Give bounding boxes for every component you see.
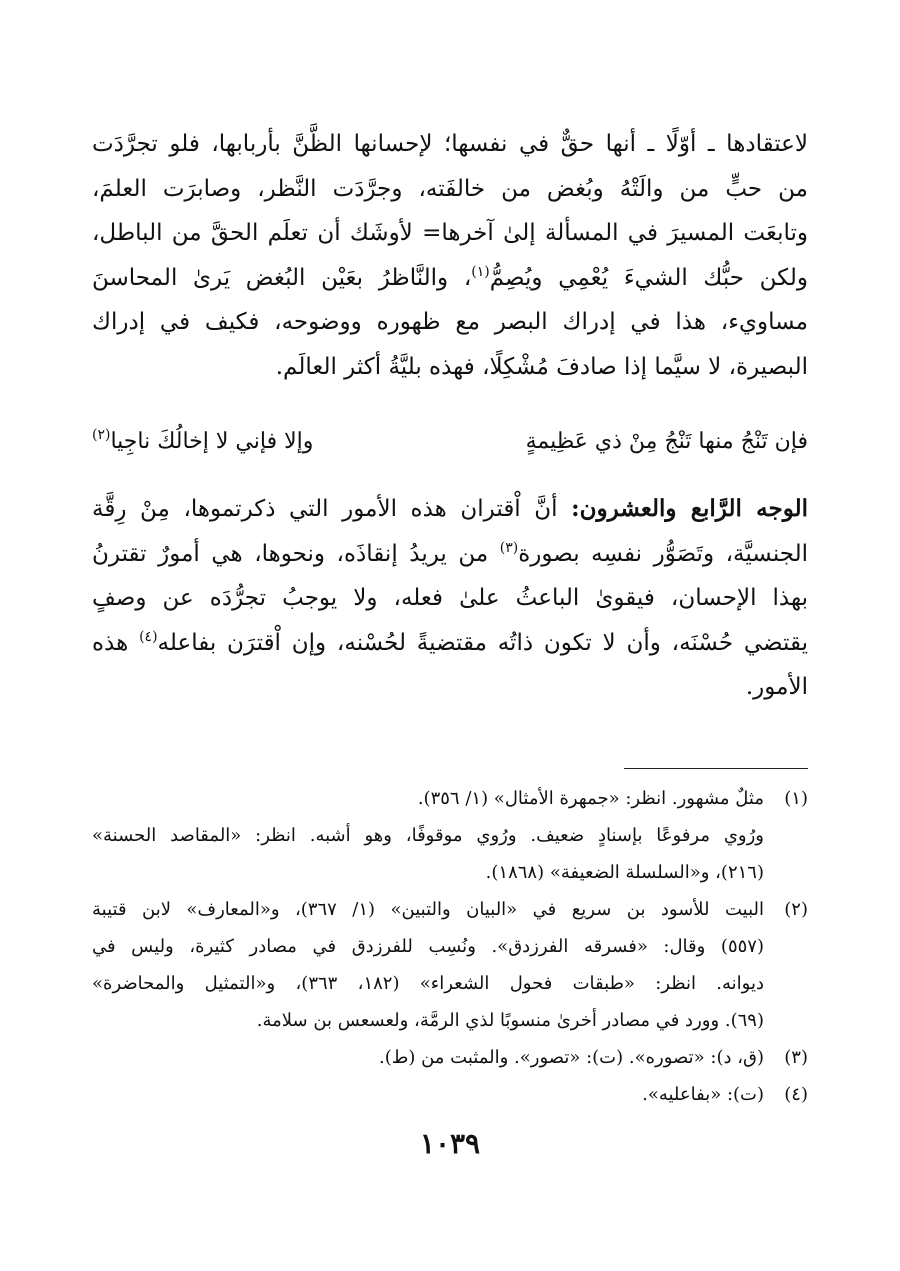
main-line: وتابعَت المسيرَ في المسألة إلىٰ آخرها= لأوشَك أن تعلَم الحقَّ من الباطل، bbox=[92, 220, 808, 246]
main-line: البصيرة، لا سيَّما إذا صادفَ مُشْكِلًا، فهذه بليَّةُ أكثر العالَم. bbox=[275, 353, 808, 380]
footnote-separator bbox=[624, 768, 808, 769]
section-line bbox=[92, 621, 808, 666]
section-line: بهذا الإحسان، فيقوىٰ الباعثُ علىٰ فعله، ولا يوجبُ تجرُّدَه عن وصفٍ bbox=[92, 585, 808, 611]
footnote-line: (ت): «بفاعليه». bbox=[642, 1084, 764, 1105]
main-line: من حبٍّ من والَتْهُ وبُغض من خالفَته، وجرَّدَت النَّظر، وصابرَت العلمَ، bbox=[92, 175, 808, 202]
footnote-3 bbox=[92, 1039, 808, 1076]
footnote-ref-2: (٢) bbox=[92, 427, 111, 443]
section-heading: الوجه الرَّابع والعشرون: bbox=[571, 495, 808, 522]
footnote-line: مثلٌ مشهور. انظر: «جمهرة الأمثال» (١/ ٣٥٦). bbox=[417, 788, 764, 809]
footnote-body bbox=[92, 780, 764, 891]
footnote-body bbox=[92, 891, 764, 1039]
footnote-4 bbox=[92, 1076, 808, 1113]
footnote-body bbox=[92, 1039, 764, 1076]
footnote-line: (ق، د): «تصوره». (ت): «تصور». والمثبت من (ط). bbox=[378, 1047, 764, 1068]
section-paragraph bbox=[92, 487, 808, 710]
main-line-with-reference bbox=[92, 256, 808, 301]
main-line: لاعتقادها ـ أوّلًا ـ أنها حقٌّ في نفسها؛ لإحسانها الظَّنَّ بأربابها، فلو تجرَّدَت bbox=[92, 131, 808, 157]
footnote-line: (٦٩). وورد في مصادر أخرىٰ منسوبًا لذي الرمَّة، ولعسعس بن سلامة. bbox=[256, 1010, 764, 1031]
footnote-number: (٣) bbox=[784, 1047, 808, 1068]
footnote-2 bbox=[92, 891, 808, 1039]
section-line bbox=[92, 487, 808, 532]
footnote-line: ورُوي مرفوعًا بإسنادٍ ضعيف. ورُوي موقوفًا، وهو أشبه. انظر: «المقاصد الحسنة» bbox=[92, 825, 764, 846]
footnote-body bbox=[92, 1076, 764, 1113]
page-number: ١٠٣٩ bbox=[419, 1127, 481, 1160]
main-line-part: ، والنَّاظرُ بعَيْن البُغض يَرىٰ المحاسنَ bbox=[92, 264, 472, 291]
footnote-number: (٤) bbox=[784, 1084, 808, 1105]
footnote-1 bbox=[92, 780, 808, 891]
section-line-part: يقتضي حُسْنَه، وأن لا تكون ذاتُه مقتضيةً لحُسْنه، وإن اْقترَن بفاعله bbox=[157, 629, 808, 656]
footnote-ref-1: (١) bbox=[471, 263, 490, 280]
main-line-part: ولكن حبُّك الشيءَ يُعْمِي ويُصِمُّ bbox=[489, 264, 808, 291]
footnote-number: (٢) bbox=[784, 899, 808, 920]
footnote-line: ديوانه. انظر: «طبقات فحول الشعراء» (١٨٢، ٣٦٣)، و«التمثيل والمحاضرة» bbox=[92, 973, 764, 994]
section-line-part: أنَّ اْقتران هذه الأمور التي ذكرتموها، مِنْ رِقَّة bbox=[92, 496, 572, 522]
footnote-line: (٢١٦)، و«السلسلة الضعيفة» (١٨٦٨). bbox=[485, 862, 764, 883]
footnotes bbox=[92, 780, 808, 1113]
poetry-verse bbox=[92, 420, 808, 464]
section-line: الأمور. bbox=[745, 674, 808, 700]
section-line-part: من يريدُ إنقاذَه، ونحوها، هي أمورٌ تقترنُ bbox=[92, 540, 500, 567]
section-line bbox=[92, 532, 808, 577]
verse-first-hemistich: فإن تَنْجُ منها تَنْجُ مِنْ ذي عَظِيمةٍ bbox=[525, 429, 808, 454]
verse-second-hemistich: وإلا فإني لا إخالُكَ ناجِيا bbox=[110, 429, 314, 454]
main-paragraph bbox=[92, 122, 808, 389]
footnote-ref-4: (٤) bbox=[139, 628, 158, 645]
footnote-line: البيت للأسود بن سريع في «البيان والتبين» (١/ ٣٦٧)، و«المعارف» لابن قتيبة bbox=[92, 899, 764, 920]
footnote-line: (٥٥٧) وقال: «فسرقه الفرزدق». ونُسِب للفرزدق في مصادر كثيرة، وليس في bbox=[92, 936, 764, 957]
verse-second-hemistich-wrap bbox=[92, 420, 422, 464]
footnote-number: (١) bbox=[784, 788, 808, 809]
section-line-part: الجنسيَّة، وتَصَوُّر نفسِه بصورة bbox=[518, 540, 808, 567]
footnote-ref-3: (٣) bbox=[499, 539, 519, 556]
main-line: مساويء، هذا في إدراك البصر مع ظهوره ووضوحه، فكيف في إدراك bbox=[92, 309, 808, 335]
section-line-part: هذه bbox=[92, 629, 140, 656]
